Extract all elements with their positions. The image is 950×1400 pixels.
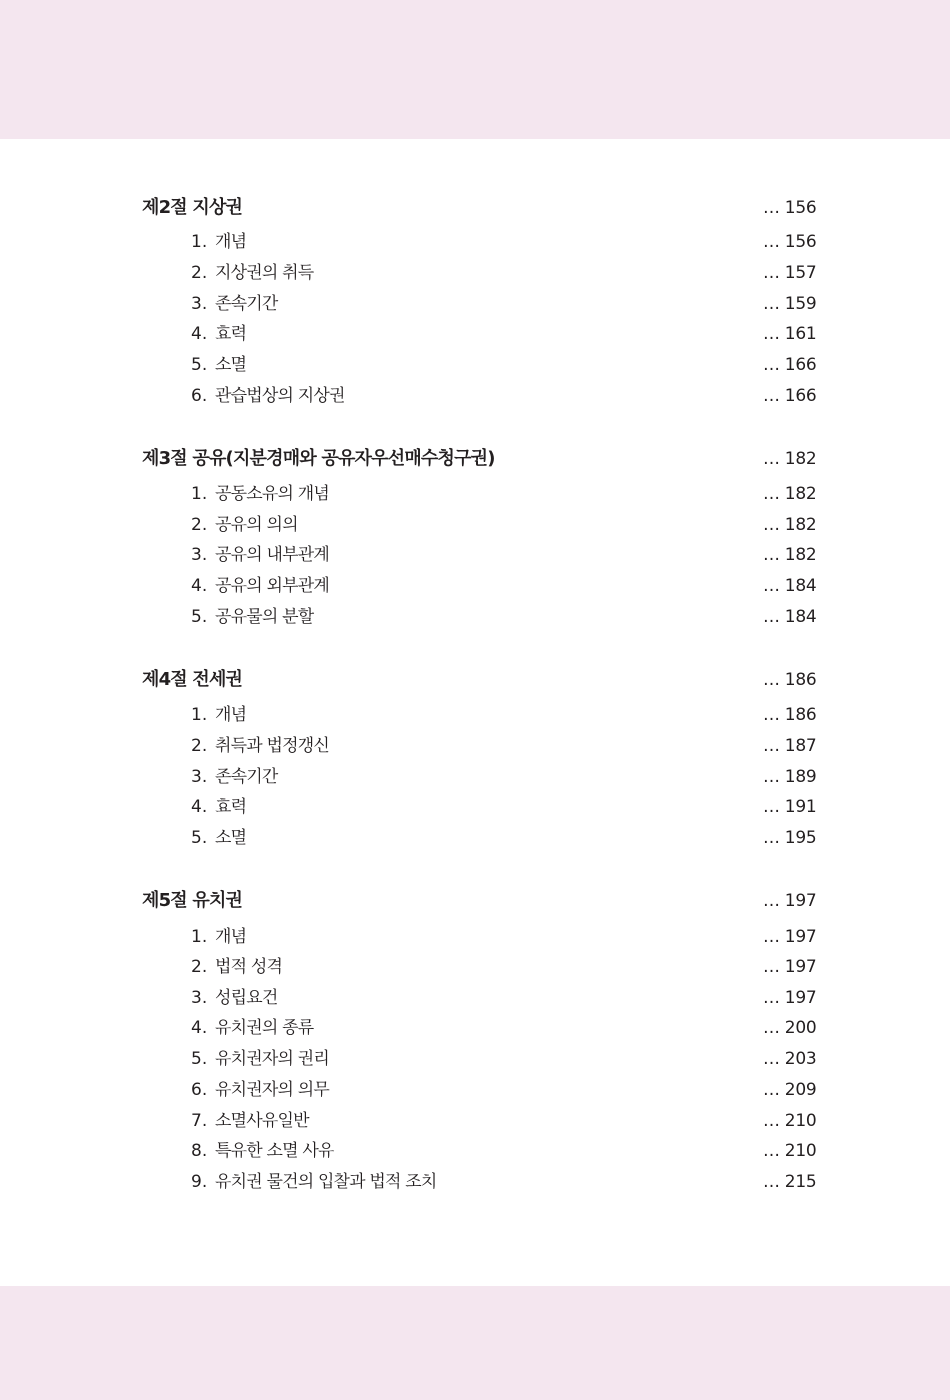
item-number: 9. [191, 1172, 208, 1192]
item-number: 6. [191, 386, 208, 406]
section-heading-row[interactable] [0, 668, 950, 692]
section-heading-row[interactable] [0, 447, 950, 471]
item-title: 특유한 소멸 사유 [215, 1141, 334, 1161]
toc-item[interactable] [0, 543, 950, 567]
toc-item[interactable] [0, 1047, 950, 1071]
item-page-number: … 184 [763, 576, 817, 596]
item-title: 개념 [215, 927, 247, 947]
item-page-number: … 195 [763, 828, 817, 848]
item-page-number: … 166 [763, 355, 817, 375]
toc-item[interactable] [0, 482, 950, 506]
toc-item[interactable] [0, 986, 950, 1010]
toc-item[interactable] [0, 292, 950, 316]
toc-item[interactable] [0, 765, 950, 789]
item-number: 2. [191, 957, 208, 977]
item-number: 1. [191, 927, 208, 947]
item-title: 개념 [215, 232, 247, 252]
section-page-number: … 156 [763, 198, 817, 218]
item-page-number: … 182 [763, 545, 817, 565]
item-title: 지상권의 취득 [215, 263, 314, 283]
toc-item[interactable] [0, 734, 950, 758]
toc-item[interactable] [0, 513, 950, 537]
item-title: 존속기간 [215, 294, 278, 314]
toc-item[interactable] [0, 574, 950, 598]
toc-item[interactable] [0, 384, 950, 408]
item-title: 효력 [215, 324, 247, 344]
item-title: 소멸 [215, 828, 247, 848]
section-heading-row[interactable] [0, 889, 950, 913]
section-page-number: … 186 [763, 670, 817, 690]
item-number: 5. [191, 355, 208, 375]
item-title: 효력 [215, 797, 247, 817]
item-title: 법적 성격 [215, 957, 283, 977]
toc-item[interactable] [0, 322, 950, 346]
item-page-number: … 191 [763, 797, 817, 817]
item-number: 3. [191, 294, 208, 314]
item-number: 5. [191, 607, 208, 627]
item-number: 5. [191, 1049, 208, 1069]
item-page-number: … 209 [763, 1080, 817, 1100]
section-title: 제3절 공유(지분경매와 공유자우선매수청구권) [142, 448, 495, 469]
item-number: 4. [191, 576, 208, 596]
item-title: 공동소유의 개념 [215, 484, 329, 504]
section-title: 제4절 전세권 [142, 669, 243, 690]
item-number: 8. [191, 1141, 208, 1161]
item-page-number: … 187 [763, 736, 817, 756]
item-page-number: … 197 [763, 957, 817, 977]
item-page-number: … 210 [763, 1111, 817, 1131]
section-title: 제5절 유치권 [142, 890, 243, 911]
toc-item[interactable] [0, 703, 950, 727]
item-page-number: … 200 [763, 1018, 817, 1038]
item-page-number: … 182 [763, 484, 817, 504]
item-title: 소멸 [215, 355, 247, 375]
toc-item[interactable] [0, 826, 950, 850]
toc-item[interactable] [0, 1170, 950, 1194]
toc-item[interactable] [0, 1016, 950, 1040]
toc-item[interactable] [0, 1109, 950, 1133]
item-page-number: … 189 [763, 767, 817, 787]
toc-item[interactable] [0, 1078, 950, 1102]
item-number: 2. [191, 263, 208, 283]
item-title: 유치권자의 의무 [215, 1080, 329, 1100]
item-page-number: … 186 [763, 705, 817, 725]
toc-item[interactable] [0, 353, 950, 377]
item-number: 4. [191, 1018, 208, 1038]
item-page-number: … 197 [763, 927, 817, 947]
section-page-number: … 182 [763, 449, 817, 469]
item-title: 공유물의 분할 [215, 607, 314, 627]
item-number: 6. [191, 1080, 208, 1100]
item-number: 3. [191, 545, 208, 565]
item-number: 3. [191, 988, 208, 1008]
item-title: 존속기간 [215, 767, 278, 787]
item-number: 1. [191, 484, 208, 504]
item-title: 공유의 외부관계 [215, 576, 329, 596]
toc-item[interactable] [0, 925, 950, 949]
item-page-number: … 159 [763, 294, 817, 314]
item-number: 2. [191, 515, 208, 535]
item-page-number: … 197 [763, 988, 817, 1008]
item-title: 유치권자의 권리 [215, 1049, 329, 1069]
item-page-number: … 203 [763, 1049, 817, 1069]
item-title: 관습법상의 지상권 [215, 386, 345, 406]
item-page-number: … 210 [763, 1141, 817, 1161]
toc-item[interactable] [0, 955, 950, 979]
item-number: 7. [191, 1111, 208, 1131]
item-number: 1. [191, 232, 208, 252]
item-number: 5. [191, 828, 208, 848]
item-title: 공유의 내부관계 [215, 545, 329, 565]
toc-item[interactable] [0, 261, 950, 285]
item-title: 유치권의 종류 [215, 1018, 314, 1038]
item-title: 유치권 물건의 입찰과 법적 조치 [215, 1172, 437, 1192]
section-heading-row[interactable] [0, 196, 950, 220]
toc-item[interactable] [0, 795, 950, 819]
item-page-number: … 182 [763, 515, 817, 535]
toc-item[interactable] [0, 230, 950, 254]
item-title: 개념 [215, 705, 247, 725]
section-page-number: … 197 [763, 891, 817, 911]
item-number: 2. [191, 736, 208, 756]
item-title: 소멸사유일반 [215, 1111, 309, 1131]
item-page-number: … 215 [763, 1172, 817, 1192]
item-page-number: … 157 [763, 263, 817, 283]
toc-item[interactable] [0, 1139, 950, 1163]
item-number: 3. [191, 767, 208, 787]
item-number: 4. [191, 324, 208, 344]
item-page-number: … 156 [763, 232, 817, 252]
item-page-number: … 184 [763, 607, 817, 627]
toc-item[interactable] [0, 605, 950, 629]
item-number: 4. [191, 797, 208, 817]
section-title: 제2절 지상권 [142, 197, 243, 218]
item-page-number: … 166 [763, 386, 817, 406]
item-number: 1. [191, 705, 208, 725]
item-title: 취득과 법정갱신 [215, 736, 329, 756]
item-title: 공유의 의의 [215, 515, 298, 535]
item-page-number: … 161 [763, 324, 817, 344]
item-title: 성립요건 [215, 988, 278, 1008]
